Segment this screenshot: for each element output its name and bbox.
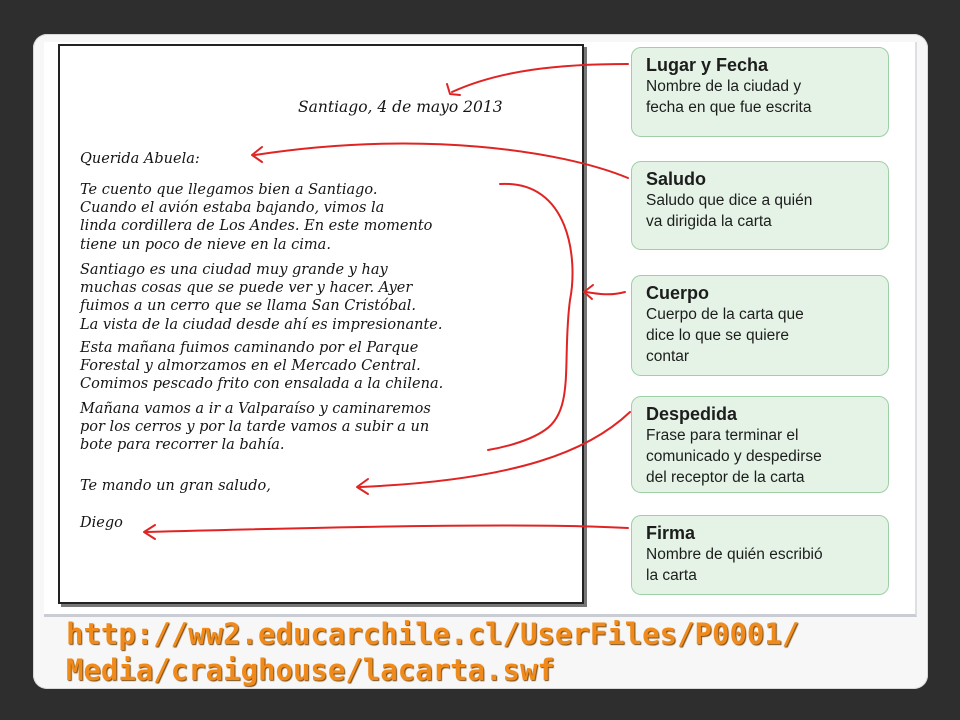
letter-paragraph-1 [80, 181, 432, 254]
letter-signature: Diego [80, 515, 123, 531]
callout-despedida [631, 396, 889, 493]
callout-lugar-fecha [631, 47, 889, 137]
source-url-line[interactable]: http://ww2.educarchile.cl/UserFiles/P0001/ [66, 617, 800, 651]
letter-closing: Te mando un gran saludo, [80, 478, 271, 494]
source-url-line[interactable]: Media/craighouse/lacarta.swf [66, 653, 555, 687]
letter-greeting: Querida Abuela: [80, 151, 200, 167]
letter-line: muchas cosas que se puede ver y hacer. Ayer [80, 280, 413, 297]
letter-line: Comimos pescado frito con ensalada a la chilena. [80, 376, 444, 393]
callout-desc-line: del receptor de la carta [646, 469, 805, 486]
letter-line: Cuando el avión estaba bajando, vimos la [80, 200, 385, 217]
callout-desc-line: fecha en que fue escrita [646, 99, 812, 116]
letter-place-date: Santiago, 4 de mayo 2013 [298, 98, 503, 116]
letter-line: bote para recorrer la bahía. [80, 437, 285, 454]
callout-desc-line: Frase para terminar el [646, 427, 799, 444]
callout-title: Despedida [646, 404, 738, 424]
callout-title: Saludo [646, 169, 707, 189]
letter-paragraph-4 [80, 400, 431, 455]
letter-line: Mañana vamos a ir a Valparaíso y caminaremos [80, 401, 431, 417]
callout-desc-line: va dirigida la carta [646, 213, 772, 230]
callout-title: Lugar y Fecha [646, 55, 769, 75]
callout-desc-line: Nombre de la ciudad y [646, 78, 802, 95]
letter-paragraph-2 [80, 261, 442, 334]
source-url[interactable] [66, 616, 916, 688]
callout-desc-line: contar [646, 348, 690, 365]
callout-title: Firma [646, 523, 696, 543]
callout-desc-line: comunicado y despedirse [646, 448, 822, 465]
callout-title: Cuerpo [646, 283, 709, 303]
letter-line: tiene un poco de nieve en la cima. [80, 236, 331, 253]
letter-line: Esta mañana fuimos caminando por el Parque [80, 340, 419, 356]
callout-firma [631, 515, 889, 595]
callout-cuerpo [631, 275, 889, 376]
callout-saludo [631, 161, 889, 250]
callout-desc-line: Cuerpo de la carta que [646, 306, 804, 323]
letter-line: Santiago es una ciudad muy grande y hay [80, 262, 388, 278]
callout-desc-line: la carta [646, 567, 697, 584]
callout-desc-line: dice lo que se quiere [646, 327, 790, 344]
letter-line: La vista de la ciudad desde ahí es impresionante. [80, 316, 443, 333]
letter-paragraph-3 [80, 339, 443, 394]
letter-line: Forestal y almorzamos en el Mercado Central. [80, 358, 421, 375]
letter-line: fuimos a un cerro que se llama San Cristóbal. [80, 298, 417, 315]
letter-line: Te cuento que llegamos bien a Santiago. [80, 182, 378, 198]
callout-desc-line: Saludo que dice a quién [646, 192, 813, 209]
letter-line: por los cerros y por la tarde vamos a subir a un [80, 419, 430, 436]
letter-line: linda cordillera de Los Andes. En este momento [80, 218, 433, 235]
callout-desc-line: Nombre de quién escribió [646, 546, 823, 563]
